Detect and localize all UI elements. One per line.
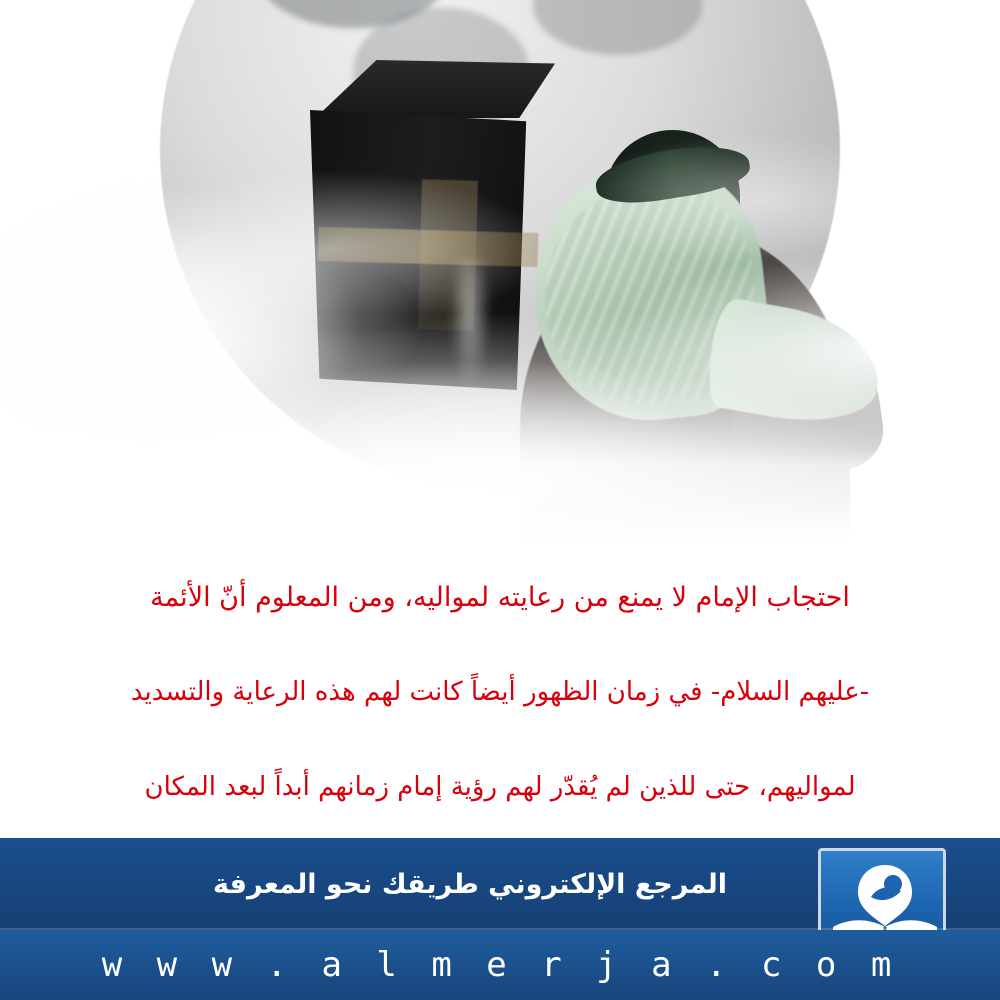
hooded-figure (500, 120, 880, 540)
website-url[interactable]: w w w . a l m e r j a . c o m (101, 945, 899, 985)
quote-line-3: لمواليهم، حتى للذين لم يُقدّر لهم رؤية إمام زمانهم أبداً لبعد المكان (144, 772, 856, 802)
footer-url-bar[interactable] (0, 930, 1000, 1000)
quote-line-2: -عليهم السلام- في زمان الظهور أيضاً كانت لهم هذه الرعاية والتسديد (130, 677, 870, 707)
kaaba-light-glow (450, 260, 490, 390)
kaaba-top-face (300, 60, 555, 118)
footer-slogan: المرجع الإلكتروني طريقك نحو المعرفة (212, 868, 728, 900)
fog-left (0, 180, 360, 480)
quote-block (0, 538, 1000, 838)
quote-line-1: احتجاب الإمام لا يمنع من رعايته لمواليه، ومن المعلوم أنّ الأئمة (150, 582, 850, 613)
